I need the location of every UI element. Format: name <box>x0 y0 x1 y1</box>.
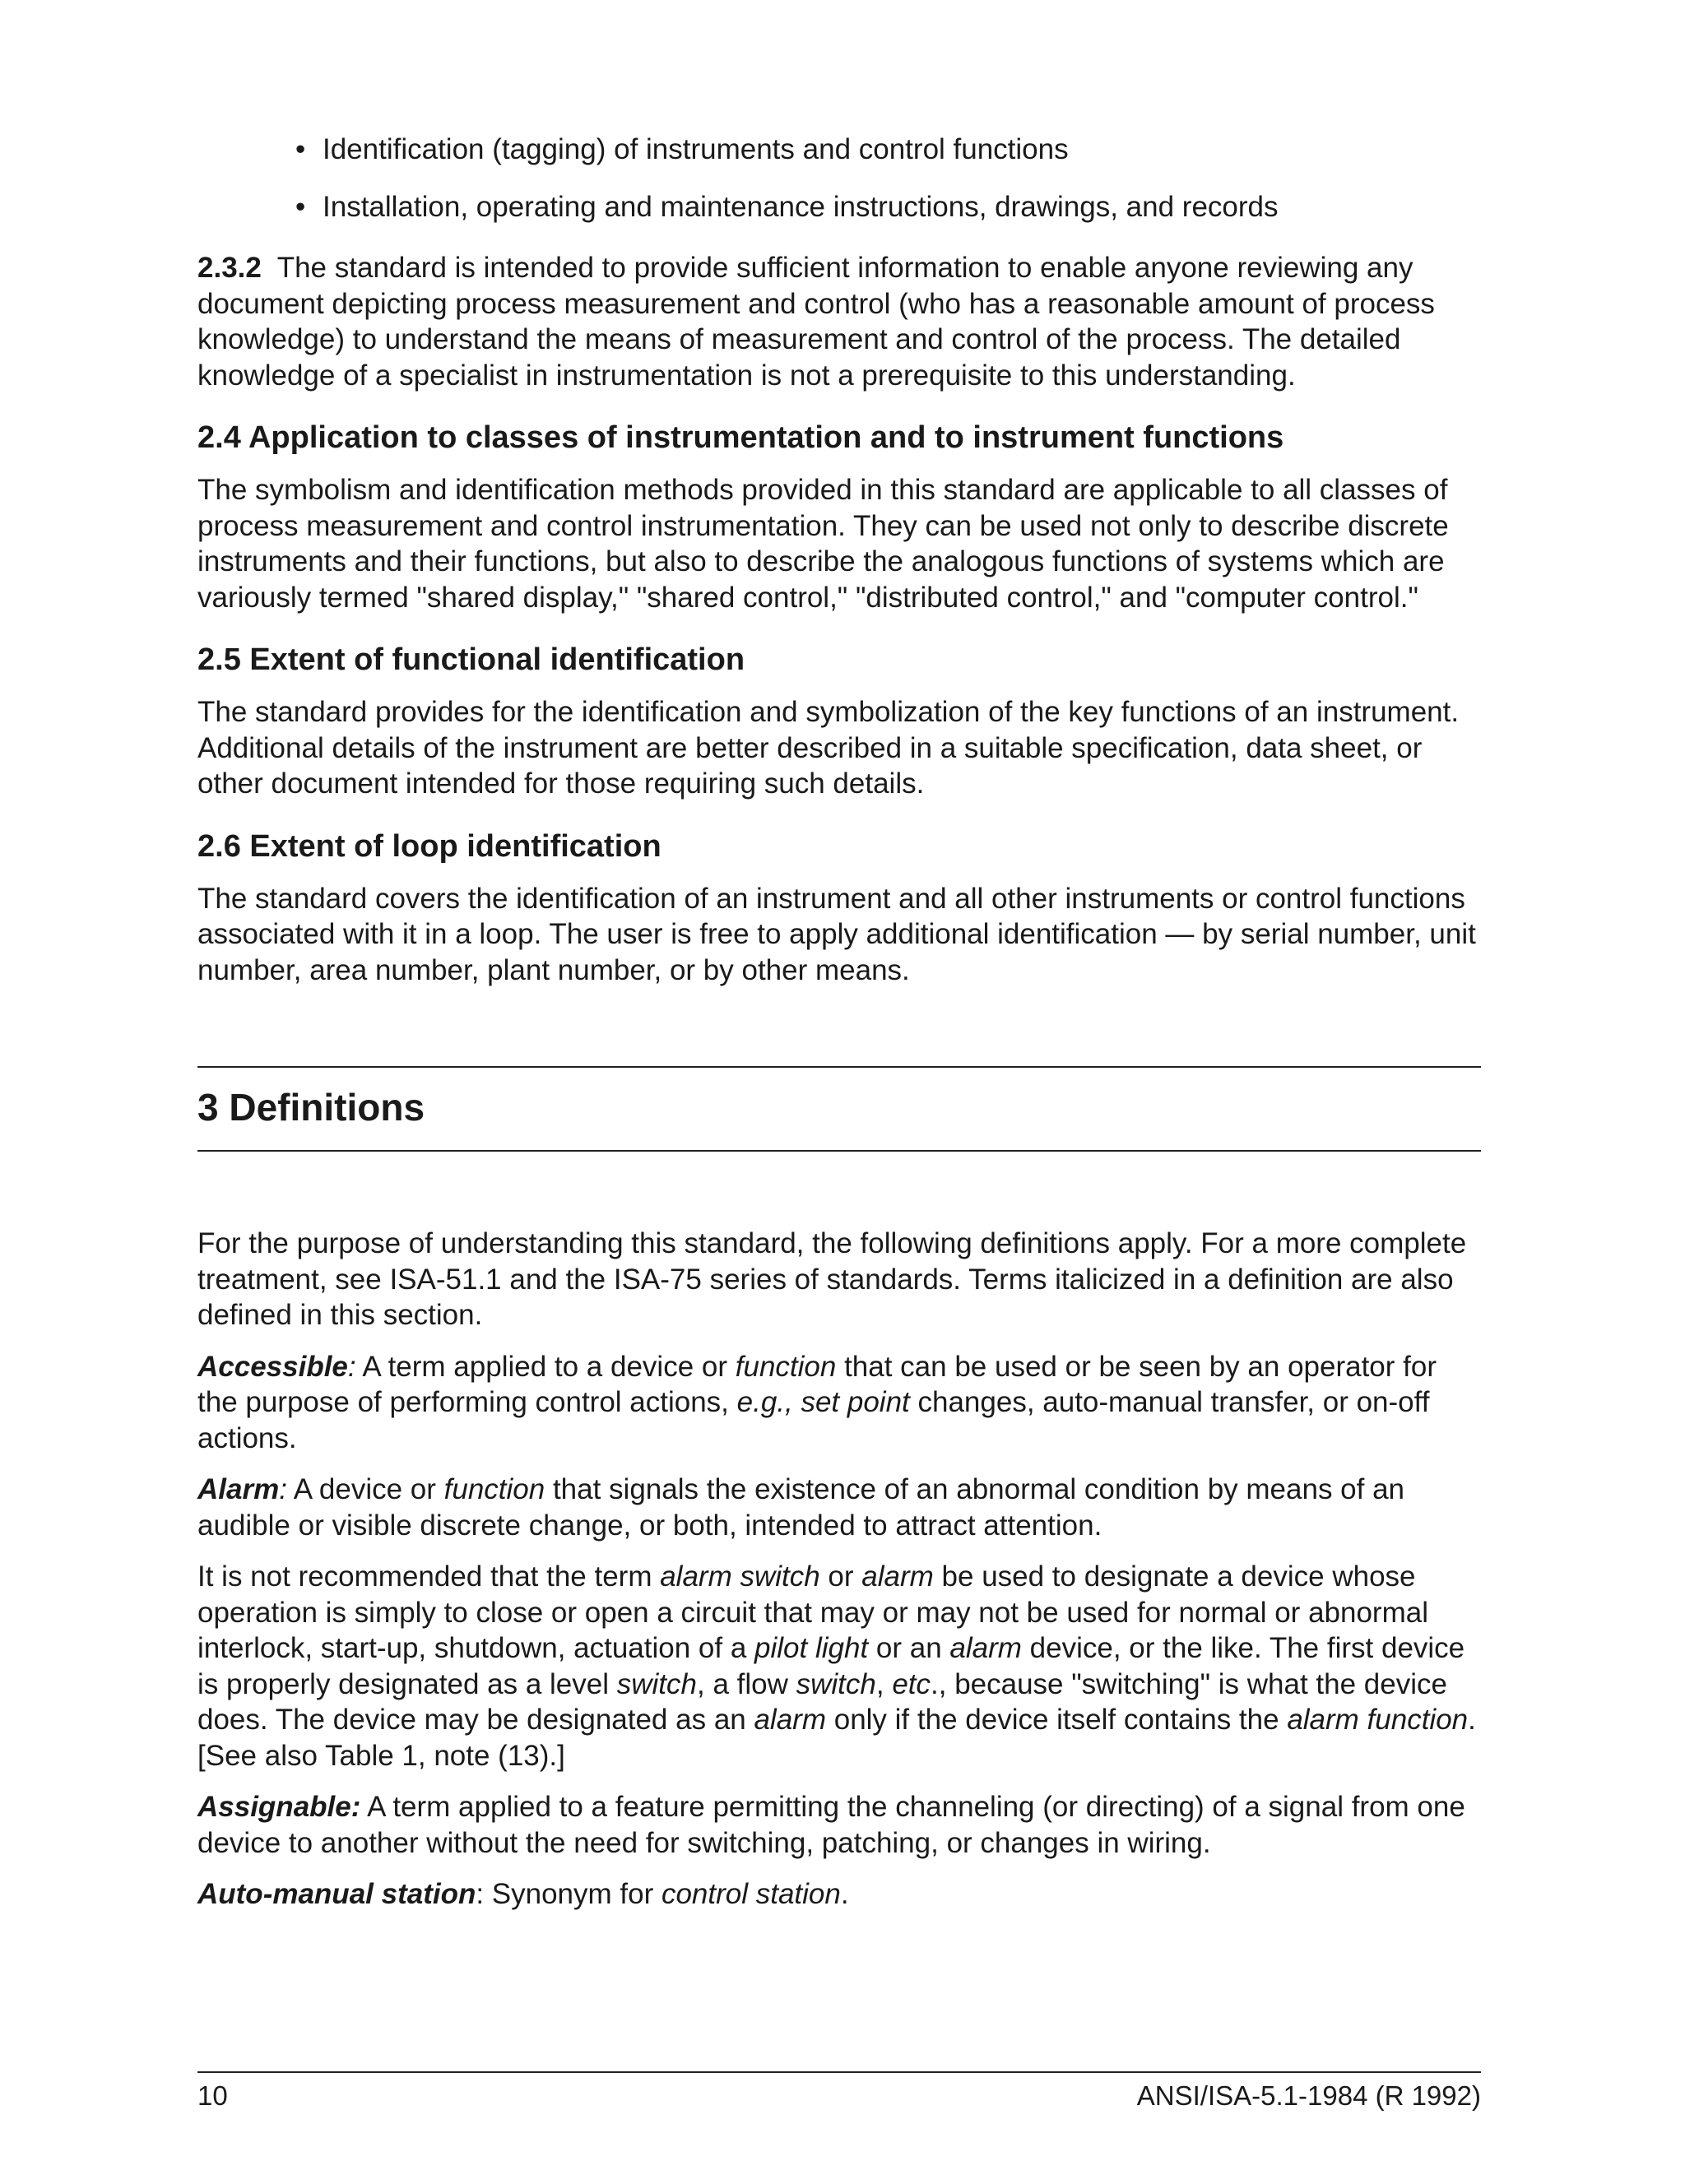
term-alarm: Alarm <box>197 1473 280 1505</box>
term-assignable: Assignable: <box>197 1791 361 1823</box>
bullet-icon: • <box>295 133 306 165</box>
section-divider-top <box>197 1066 1481 1068</box>
heading-3-definitions: 3 Definitions <box>197 1086 425 1129</box>
bullet-text: Identification (tagging) of instruments and control functions <box>323 133 1069 165</box>
bullet-icon: • <box>295 191 306 223</box>
bullet-list <box>197 132 1481 225</box>
definition-assignable: Assignable: A term applied to a feature permitting the channeling (or directing) of a signal from one device to another without the need for switching, patching, or changes in wiring. <box>197 1791 1465 1859</box>
heading-2-6: 2.6 Extent of loop identification <box>197 828 661 864</box>
paragraph-2-3-2 <box>197 250 1481 393</box>
definition-alarm: Alarm: A device or function that signals the existence of an abnormal condition by means of an audible or visible discrete change, or both, intended to attract attention. <box>197 1473 1405 1542</box>
document-page <box>197 132 1481 1928</box>
heading-2-5: 2.5 Extent of functional identification <box>197 642 745 677</box>
heading-2-4: 2.4 Application to classes of instrumentation and to instrument functions <box>197 420 1284 455</box>
list-item <box>197 132 1481 168</box>
page-number: 10 <box>197 2080 228 2111</box>
paragraph-2-4: The symbolism and identification methods provided in this standard are applicable to all classes of process measurement and control instrumentation. They can be used not only to describe discrete instruments and their functions, but also to describe the analogous functions of systems which are variously termed "shared display," "shared control," "distributed control," and "computer control." <box>197 474 1449 614</box>
definition-accessible: Accessible: A term applied to a device or function that can be used or be seen by an operator for the purpose of performing control actions, e.g., set point changes, auto-manual transfer, or on-off actions. <box>197 1350 1437 1454</box>
paragraph-2-5: The standard provides for the identification and symbolization of the key functions of an instrument. Additional details of the instrument are better described in a suitable specification, data sheet, or other document intended for those requiring such details. <box>197 696 1460 800</box>
term-accessible: Accessible <box>197 1350 348 1383</box>
paragraph-text: The standard is intended to provide sufficient information to enable anyone reviewing any document depicting process measurement and control (who has a reasonable amount of process knowledge) to understand the means of measurement and control of the process. The detailed knowledge of a specialist in instrumentation is not a prerequisite to this understanding. <box>197 252 1435 392</box>
term-separator: : <box>347 1350 356 1383</box>
term-separator: : <box>279 1473 287 1505</box>
term-auto-manual-station: Auto-manual station <box>197 1878 476 1910</box>
document-id: ANSI/ISA-5.1-1984 (R 1992) <box>1136 2080 1481 2111</box>
clause-number: 2.3.2 <box>197 252 262 284</box>
definition-auto-manual-station: Auto-manual station: Synonym for control station. <box>197 1878 849 1910</box>
bullet-text: Installation, operating and maintenance instructions, drawings, and records <box>323 191 1279 223</box>
definitions-intro: For the purpose of understanding this standard, the following definitions apply. For a more complete treatment, see ISA-51.1 and the ISA-75 series of standards. Terms italicized in a definition are also defined in this section. <box>197 1227 1467 1331</box>
alarm-note: It is not recommended that the term alarm switch or alarm be used to designate a device whose operation is simply to close or open a circuit that may or may not be used for normal or abnormal interlock, start-up, shutdown, actuation of a pilot light or an alarm device, or the like. The first device is properly designated as a level switch, a flow switch, etc., because "switching" is what the device does. The device may be designated as an alarm only if the device itself contains the alarm function. [See also Table 1, note (13).] <box>197 1560 1476 1772</box>
page-footer <box>197 2071 1481 2114</box>
list-item <box>197 189 1481 225</box>
paragraph-2-6: The standard covers the identification of an instrument and all other instruments or control functions associated with it in a loop. The user is free to apply additional identification — by serial number, unit number, area number, plant number, or by other means. <box>197 882 1476 986</box>
